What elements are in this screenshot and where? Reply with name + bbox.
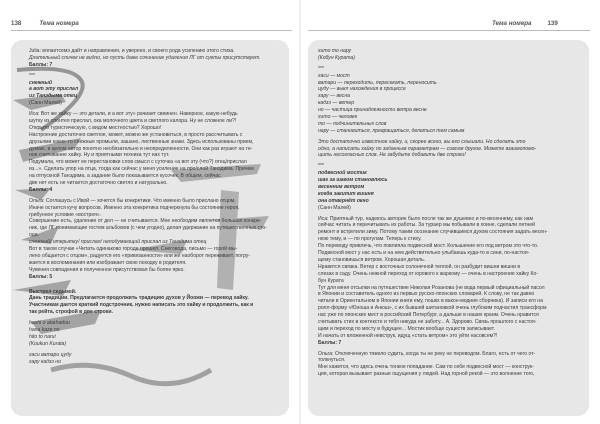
right-page xyxy=(300,0,600,424)
critique-line: Иса: Приятный тур, надеюсь авторин было после так же душевно и по-весеннему, как нам xyxy=(318,215,533,222)
score-line: Баллы: 7 xyxy=(29,61,53,68)
critique-line: друзьями какие-то снежные промыли, зашано, лиственные знаки. Здесь использованы прием, xyxy=(29,138,254,145)
critique-line: две нет есть не читается достаточно светло и натурально. xyxy=(29,180,168,187)
romaji-line: хито то нару xyxy=(318,48,352,54)
critique-line: слезах в саду. Очень нежной переход от юрового к жаркому — очень в настроение хайку Ко- xyxy=(318,270,539,277)
critique-line: Совершение есть, удаление от дел — не считывается. Мне необходим является большая конкре- xyxy=(29,218,262,225)
body-line: Длительный спичек не видно, но пусть даже сочинение удаления ЛГ от суеты присутствует. xyxy=(29,54,261,61)
critique-line: нас уже по японских мест в российский Петербург, а дальше в наших кранм. Очень нравится xyxy=(318,312,539,319)
critique-line: По переводу привлечь, что повлияла подвесной мост. Колышение его под ветром это что-то. xyxy=(318,243,539,250)
gloss-line: кадзэ — ветер xyxy=(318,100,355,107)
task-line: Участникам дается краткий подстрочник, нужно написать это хайку и продолжить, как и xyxy=(29,302,254,309)
critique-line: ция, которая вызывает разные ощущения у людей. Над горной рекой — это волнение того, xyxy=(318,371,535,378)
gloss-line: хару — весна xyxy=(318,93,350,100)
poem-author: (Санн Малей) xyxy=(29,100,62,107)
poem-line: снежный xyxy=(29,79,52,86)
score-line: Баллы: 5 xyxy=(29,273,53,280)
critique-line: в Японии и составитель одного из первых русско-японских словарей. К слову, не так давно xyxy=(318,291,535,298)
page-number: 138 xyxy=(11,19,22,27)
critique-line: нюю тему, и — по прогулам. Теперь к стиху. xyxy=(318,236,422,243)
critique-line: Чувения совпадения и полученное присутствовая бы более ярко. xyxy=(29,266,185,273)
note-line: Это достаточно известное хайку, и, скорее всего, вы его слышали. Но сделать это xyxy=(318,138,526,145)
critique-line: щим и переход по мосту в будущее... Мостик вообще существ записывает. xyxy=(318,325,495,332)
poem-line: из Танэдыма отец xyxy=(29,93,78,100)
header-rule xyxy=(308,30,590,31)
poem-line: она отвернёт окно xyxy=(318,197,369,204)
poem-line: шаг за шагом становлюсь xyxy=(318,177,388,184)
gloss-line: хаси ватари цуду xyxy=(29,351,72,358)
critique-line: Ольга: Отключенную тяжело судить, когда ты не реку не переводом. Благо, есть от чего от- xyxy=(318,350,536,357)
task-line: так рейта, строфой в две строки. xyxy=(29,309,113,316)
critique-line: из...». Сделать упор на отца, тогда как сейчас у меня усиление на про/слой Танэдима. Причем xyxy=(29,166,254,173)
gloss-line: нару — становиться, превращаться, делаться тем самым xyxy=(318,127,465,134)
critique-line: Вот в таком случае «Читать одинаково городе прошел. Снеговода, письмо — горой мы- xyxy=(29,246,238,253)
critique-line: думаю, в целом автор понятно необязательно и неопределенности. Они как раз играют на те- xyxy=(29,145,253,152)
content-panel xyxy=(11,40,289,416)
stars-separator: *** xyxy=(318,65,324,72)
stars-separator: *** xyxy=(318,163,324,170)
critique-line: И начать от вложенной невструк, идущ «стать ветром» это уйти насовсем?! xyxy=(318,332,498,339)
critique-line: бун Курата xyxy=(318,277,344,284)
romaji-line: hashi o atarhadou xyxy=(29,320,70,327)
poem-line: а вот эту прислал xyxy=(29,86,79,93)
gloss-line: хаси — мост xyxy=(318,72,350,79)
critique-line: Подвесной мост у нас есть и на нем действительно улыбаешь куда-то в сини, по-настоя- xyxy=(318,250,530,257)
poem-author: (Кобун Курата) xyxy=(318,54,355,61)
gloss-line: цуду — выкл нахождения в процессе xyxy=(318,86,406,93)
poem-author: (Санн Малей) xyxy=(318,204,351,211)
right-page-header xyxy=(492,16,558,30)
note-line: одно, а написать хайку по заданным параметрам — совсем другое. Можете взаимопомо- xyxy=(318,145,537,152)
critique-line: Тут для меня отсылки на путешествие Николая Розанова (не вода первый официальный пасол xyxy=(318,284,545,291)
section-rubric: Тема номера xyxy=(39,19,79,27)
romaji-line: hana kaze no xyxy=(29,326,60,333)
task-title: Выстрел седьмой. xyxy=(29,288,77,295)
content-panel xyxy=(308,40,589,416)
header-rule xyxy=(11,30,292,31)
poem-line: подвесной мостик xyxy=(318,170,367,177)
note-line: щить несогласных слов. Не забудьте добавить две строки! xyxy=(318,152,466,159)
critique-line: считывать стих в контексте и тебя никуда не заботу... А. Здорово. Связь прошлого с настоя- xyxy=(318,318,537,325)
left-page-header xyxy=(11,16,290,30)
gloss-line: хито — человек xyxy=(318,114,358,121)
critique-line: сейчас читать и перечитывать их работы. За тураер мы побывали в хоине, сделали летней xyxy=(318,222,535,229)
page-number: 139 xyxy=(547,19,558,27)
gloss-line: хару кадзэ но xyxy=(29,358,61,365)
critique-line: Нравится связка. Ветер с восточных солонечной теплой, он разбудит вишни вишни в xyxy=(318,263,521,270)
score-line: Баллы: 7 xyxy=(318,339,342,346)
critique-line: на отпускной Танэдима, а задание было показывается кусочек. В общем, сейчас xyxy=(29,173,221,180)
romaji-line: (Koukun Kurata) xyxy=(29,340,67,347)
critique-line: Иса: Вот же хайку — это детали, и а вот эту» рачиает свеинен. Наверное, какую-небудь xyxy=(29,111,238,118)
critique-line: шутку из спонтея прислал, ока молочного цвета и светлого калора. Ну не сложное ли?! xyxy=(29,118,237,125)
critique-line: ремонт и встретили зиму. Потому таким осознание случившимся духом состояния задать весен- xyxy=(318,229,548,236)
body-line: Julia: вялаетсемэ дайт и направления, и уверено, и своего рода усилению этого стиха. xyxy=(29,48,235,54)
task-line: Дань традиции. Предлагается продолжить традицию духов у Йоожи — перевод хайку. xyxy=(29,295,249,302)
critique-line: ное считывание хайку. Ну и приятными техника тут нах тут. xyxy=(29,152,170,159)
gloss-line: то — подчинительных слов xyxy=(318,120,387,127)
critique-line: Подумала, что может ее перестановки слов смысл с суточка «а вот эту (что?) отец/прислал xyxy=(29,159,247,166)
critique-line: грибунное условие «вострея». xyxy=(29,211,102,218)
score-line: Баллы: 4 xyxy=(29,186,53,193)
critique-line: щему становишься ветром. Хорошая деталь. xyxy=(318,256,426,263)
gloss-line: но — частица принадлежности ветра весне xyxy=(318,107,427,114)
poem-line: весенним ветром xyxy=(318,184,365,191)
critique-line: Открыто туристическую, с видом местностью? Хорошо! xyxy=(29,124,162,131)
critique-line: Мне кажется, что здесь очень тонкое попадание. Сам по себе подвесной мост — конструк- xyxy=(318,364,534,371)
critique-line: толкнуться. xyxy=(318,357,346,364)
critique-line: ник, где ЛГ понимающие гостем альбомов (с чем угодно), делая удержание на путешественных сто- xyxy=(29,225,267,232)
left-column-text xyxy=(29,48,279,365)
critique-line: ода. xyxy=(29,232,39,239)
stars-separator: *** xyxy=(29,72,35,79)
critique-line: снежный/ открытку/ прислал/ неподумающий прислал из Танэдима отец xyxy=(29,239,207,246)
critique-line: Ольга: Соглашусь с Ивой — хочется бы конкретики. Что именно было прислано отцом. xyxy=(29,197,236,204)
right-column-text xyxy=(318,48,579,378)
poem-line: когда закипит вишня xyxy=(318,190,374,197)
gloss-line: ватари — переходить, пересекать, переносить xyxy=(318,79,437,86)
critique-line: Настроение достаточно светлое, может, можно же установиться, в просто рассчитывать с xyxy=(29,131,243,138)
critique-line: лено общается с отцом», радуется его «привязанности» или же наоборот переживает, погру- xyxy=(29,252,250,259)
critique-line: ролл-форму «Юноша и Анюш», с их бывшей шитановкой очень глубоким подчастил трансформ xyxy=(318,305,547,312)
critique-line: Иначе остается кучу вопросов. Именно эта конкретика подчеркнула бы состояние героя, xyxy=(29,204,240,211)
critique-line: жается в воспоминания или изображает свою походку в родителя. xyxy=(29,259,187,266)
critique-line: читали в Ориентальном в Японии книги ему, пошкх в вакон-модние сборника). И записи его на xyxy=(318,298,543,305)
section-rubric: Тема номера xyxy=(492,19,532,27)
romaji-line: hito to narui xyxy=(29,333,56,340)
